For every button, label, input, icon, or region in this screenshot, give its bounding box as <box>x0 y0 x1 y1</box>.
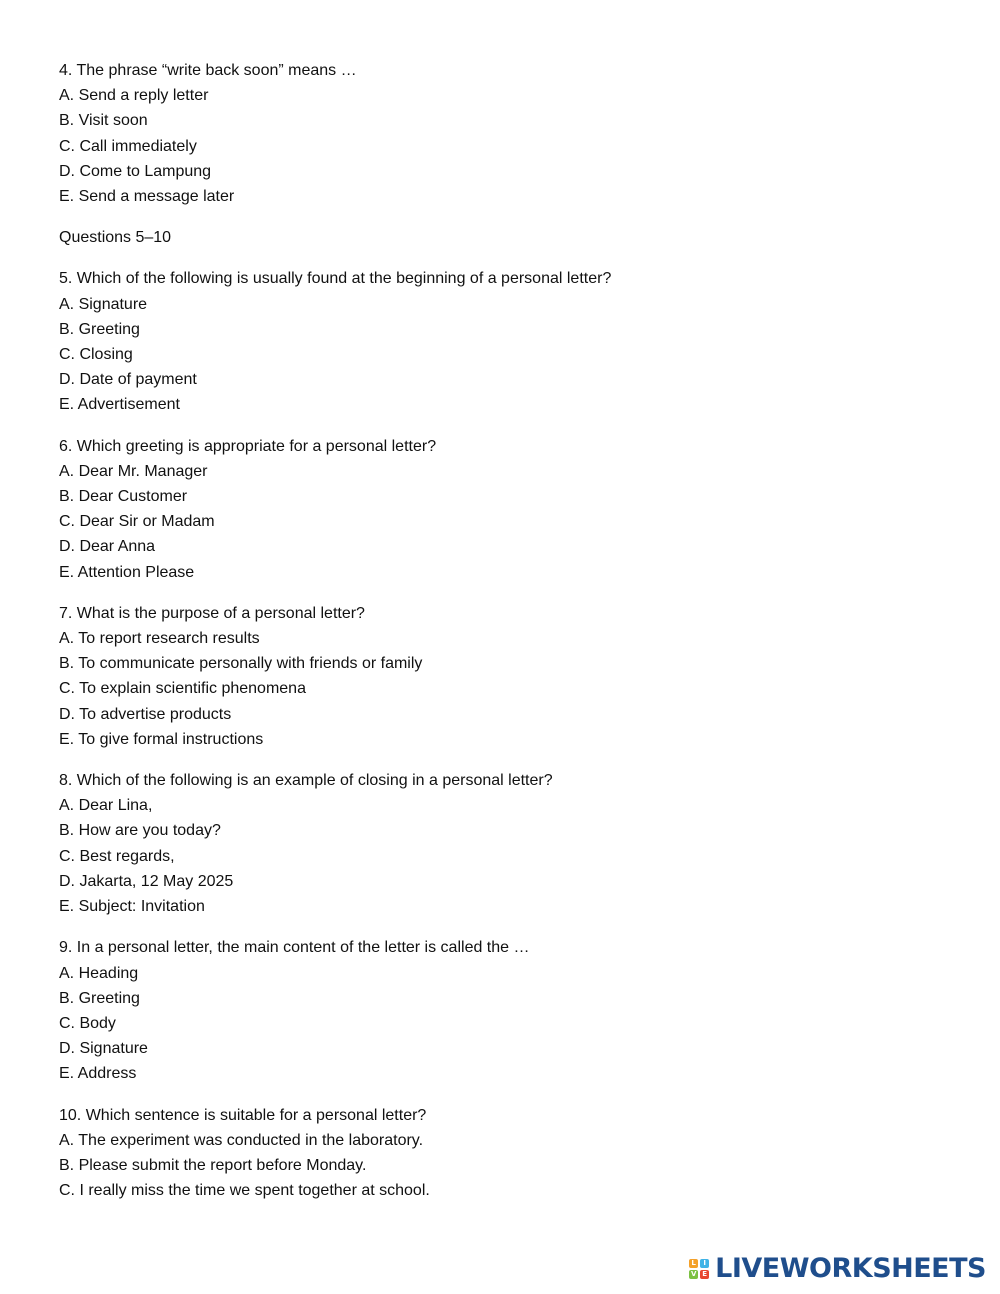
option-c[interactable]: C. Body <box>59 1014 116 1032</box>
option-b[interactable]: B. Please submit the report before Monday. <box>59 1156 367 1174</box>
question-6 <box>59 434 959 585</box>
question-text: 10. Which sentence is suitable for a personal letter? <box>59 1106 427 1124</box>
option-c[interactable]: C. I really miss the time we spent together at school. <box>59 1182 430 1200</box>
option-a[interactable]: A. Send a reply letter <box>59 87 209 105</box>
question-text: 7. What is the purpose of a personal letter? <box>59 604 365 622</box>
section-heading: Questions 5–10 <box>59 229 172 247</box>
option-a[interactable]: A. Dear Mr. Manager <box>59 462 208 480</box>
question-text: 4. The phrase “write back soon” means … <box>59 62 357 79</box>
option-b[interactable]: B. To communicate personally with friends or family <box>59 655 423 673</box>
option-b[interactable]: B. Greeting <box>59 320 140 338</box>
logo-grid-icon <box>689 1259 709 1279</box>
option-e[interactable]: E. Address <box>59 1065 137 1083</box>
question-text: 8. Which of the following is an example of closing in a personal letter? <box>59 772 553 790</box>
option-a[interactable]: A. The experiment was conducted in the laboratory. <box>59 1131 424 1149</box>
logo-letter-e: E <box>700 1270 709 1279</box>
logo-letter-l: L <box>689 1259 698 1268</box>
option-d[interactable]: D. Come to Lampung <box>59 162 212 180</box>
option-b[interactable]: B. Greeting <box>59 989 140 1007</box>
logo-letter-i: I <box>700 1259 709 1268</box>
option-c[interactable]: C. Closing <box>59 346 133 364</box>
question-8 <box>59 768 959 919</box>
liveworksheets-logo <box>689 1255 986 1282</box>
option-a[interactable]: A. To report research results <box>59 630 260 648</box>
option-e[interactable]: E. Advertisement <box>59 396 180 414</box>
question-text: 5. Which of the following is usually found at the beginning of a personal letter? <box>59 270 612 288</box>
question-5 <box>59 266 959 417</box>
option-b[interactable]: B. Visit soon <box>59 112 148 130</box>
option-d[interactable]: D. Signature <box>59 1040 148 1058</box>
question-text: 9. In a personal letter, the main content of the letter is called the … <box>59 939 530 957</box>
worksheet-page <box>59 58 959 1219</box>
option-d[interactable]: D. Jakarta, 12 May 2025 <box>59 872 234 890</box>
logo-letter-v: V <box>690 1269 697 1278</box>
option-e[interactable]: E. Send a message later <box>59 188 235 206</box>
question-4 <box>59 58 959 209</box>
question-text: 6. Which greeting is appropriate for a personal letter? <box>59 437 437 455</box>
option-a[interactable]: A. Dear Lina, <box>59 797 153 815</box>
option-e[interactable]: E. Subject: Invitation <box>59 898 205 916</box>
option-e[interactable]: E. To give formal instructions <box>59 730 264 748</box>
option-b[interactable]: B. How are you today? <box>59 822 221 840</box>
option-c[interactable]: C. To explain scientific phenomena <box>59 680 306 698</box>
brand-name: LIVEWORKSHEETS <box>715 1253 986 1284</box>
question-10 <box>59 1103 959 1204</box>
option-c[interactable]: C. Call immediately <box>59 137 197 155</box>
question-9 <box>59 935 959 1086</box>
option-e[interactable]: E. Attention Please <box>59 563 195 581</box>
option-d[interactable]: D. Dear Anna <box>59 538 156 556</box>
option-b[interactable]: B. Dear Customer <box>59 488 188 506</box>
option-d[interactable]: D. Date of payment <box>59 371 197 389</box>
option-a[interactable]: A. Heading <box>59 964 139 982</box>
question-7 <box>59 601 959 752</box>
option-c[interactable]: C. Best regards, <box>59 847 175 865</box>
option-d[interactable]: D. To advertise products <box>59 705 232 723</box>
option-a[interactable]: A. Signature <box>59 295 148 313</box>
option-c[interactable]: C. Dear Sir or Madam <box>59 513 215 531</box>
